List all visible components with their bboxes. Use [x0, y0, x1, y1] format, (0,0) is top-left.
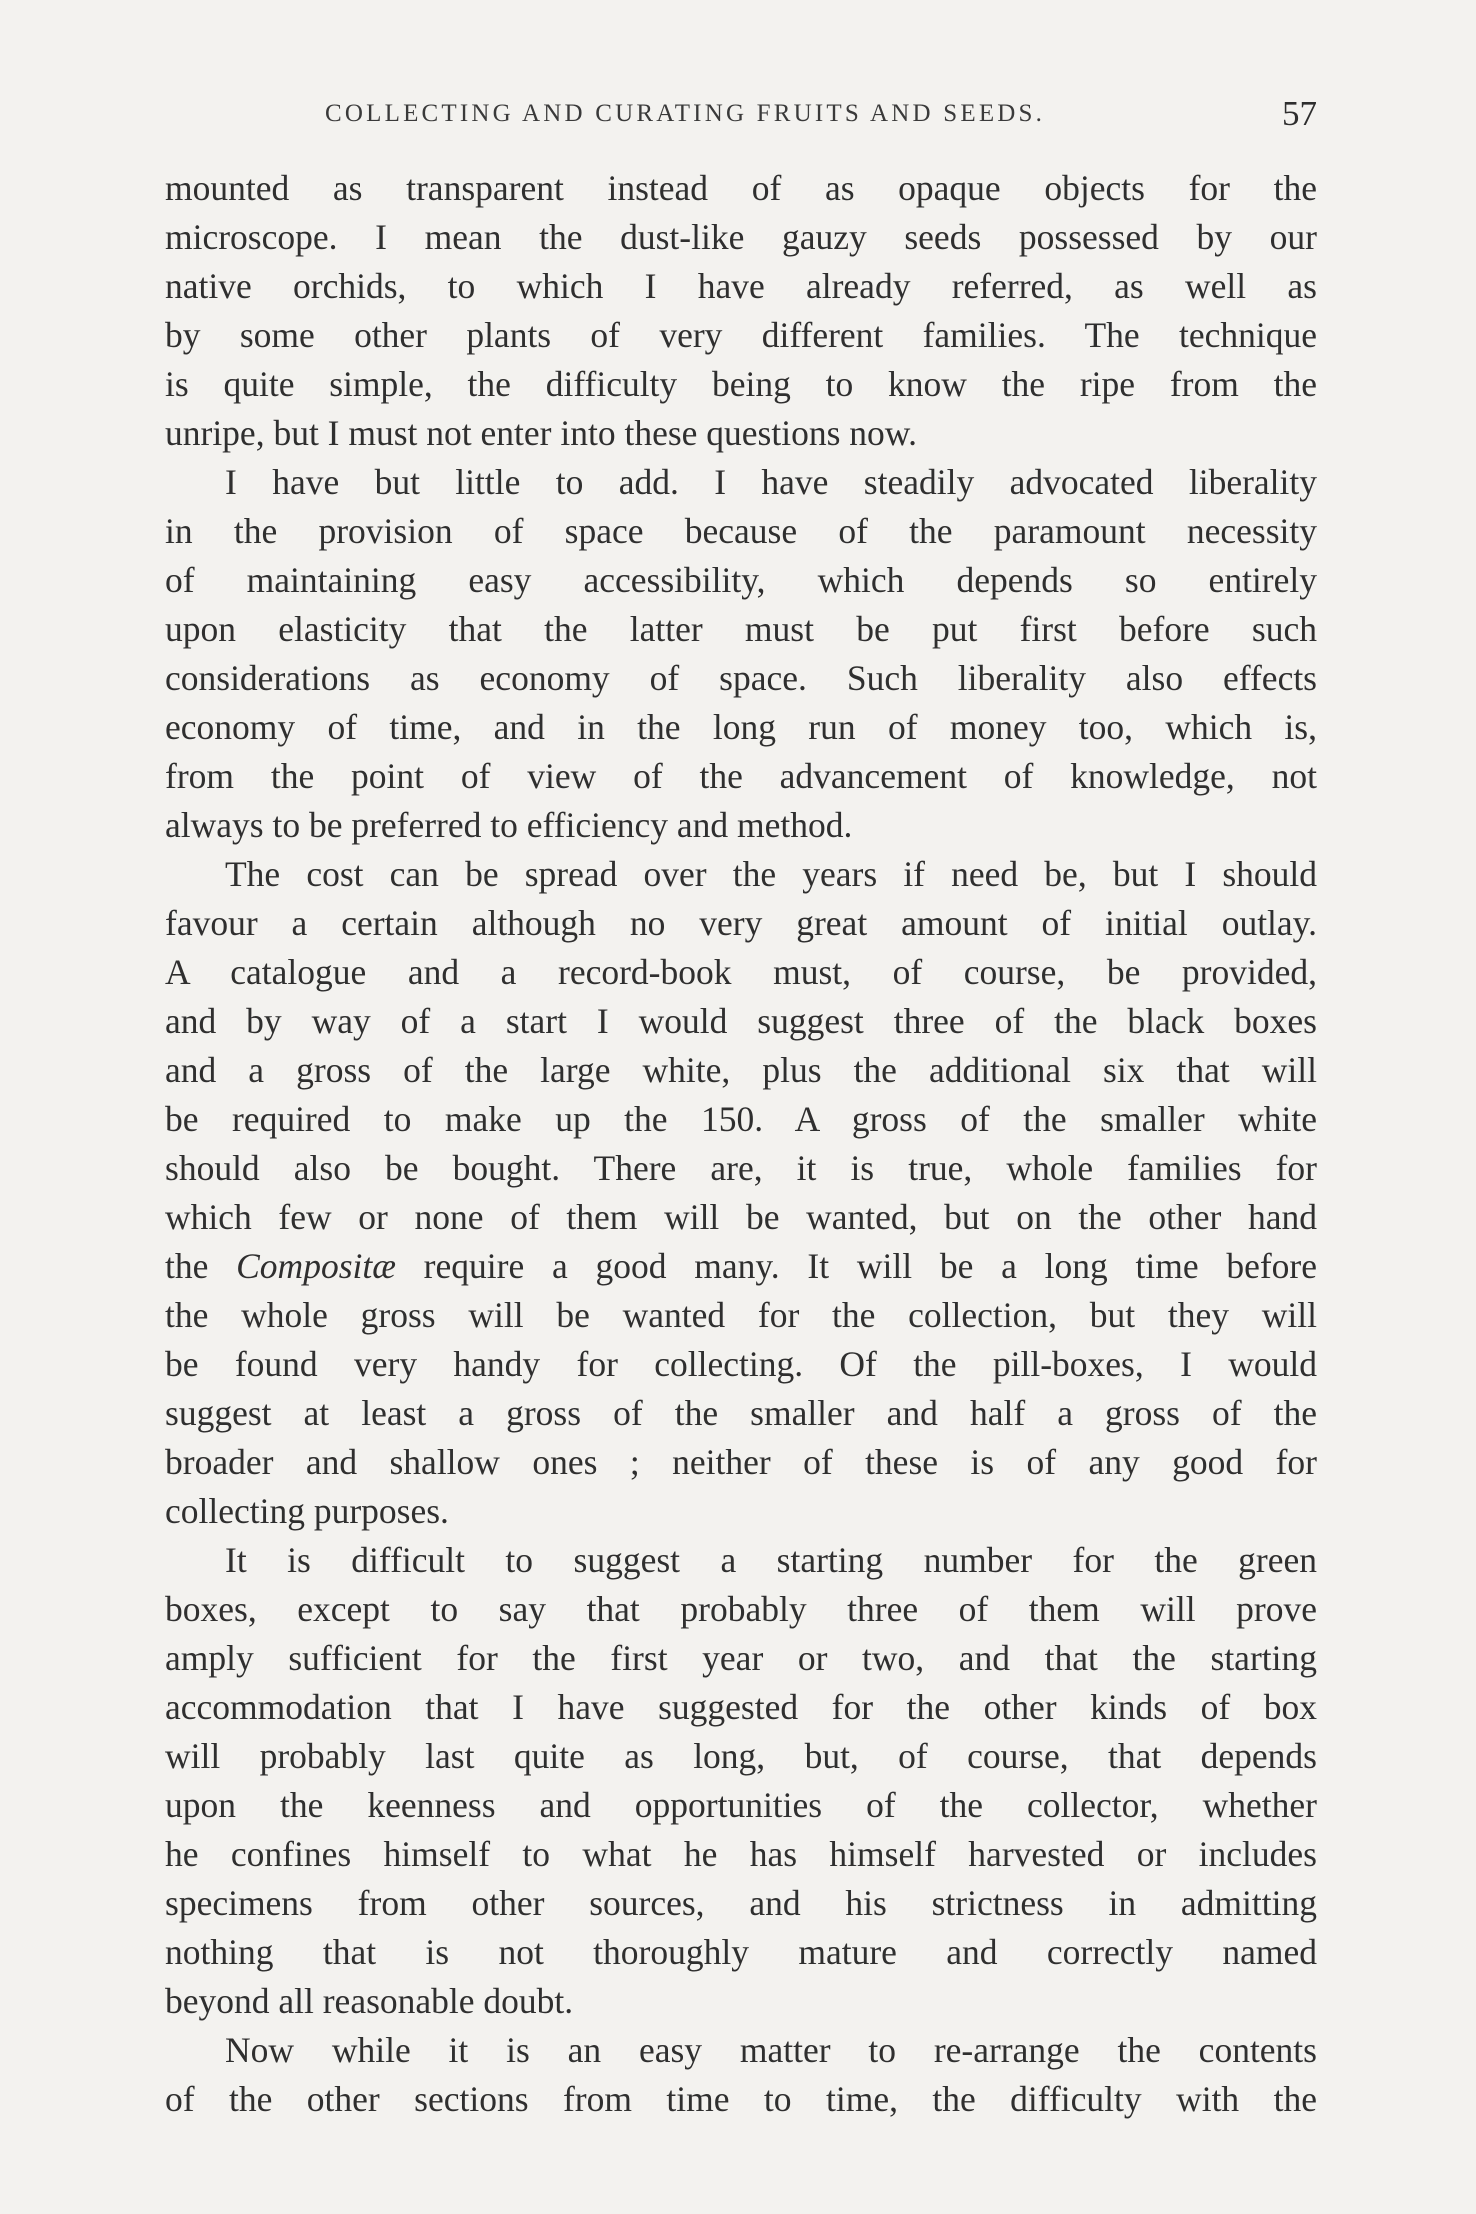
text-line: should also be bought. There are, it is true, whole families for: [165, 1148, 1317, 1188]
text-line: I have but little to add. I have steadily advocated liberality: [225, 462, 1317, 502]
text-line: A catalogue and a record-book must, of course, be provided,: [165, 952, 1317, 992]
text-line: nothing that is not thoroughly mature and correctly named: [165, 1932, 1317, 1972]
text-line: and by way of a start I would suggest three of the black boxes: [165, 1001, 1317, 1041]
text-fragment: require a good many. It will be a long time before: [395, 1246, 1317, 1286]
text-line: of the other sections from time to time, the difficulty with the: [165, 2079, 1317, 2119]
page-number: 57: [1282, 94, 1317, 133]
text-line: Now while it is an easy matter to re-arrange the contents: [225, 2030, 1317, 2070]
text-line: will probably last quite as long, but, of course, that depends: [165, 1736, 1317, 1776]
text-line: native orchids, to which I have already referred, as well as: [165, 266, 1317, 306]
text-line: the whole gross will be wanted for the collection, but they will: [165, 1295, 1317, 1335]
running-head: [165, 96, 1317, 144]
text-line: economy of time, and in the long run of money too, which is,: [165, 707, 1317, 747]
text-line: is quite simple, the difficulty being to know the ripe from the: [165, 364, 1317, 404]
text-line: specimens from other sources, and his strictness in admitting: [165, 1883, 1317, 1923]
text-line: considerations as economy of space. Such liberality also effects: [165, 658, 1317, 698]
text-line: amply sufficient for the first year or two, and that the starting: [165, 1638, 1317, 1678]
text-line: boxes, except to say that probably three of them will prove: [165, 1589, 1317, 1629]
text-line: he confines himself to what he has himself harvested or includes: [165, 1834, 1317, 1874]
text-line: be found very handy for collecting. Of the pill-boxes, I would: [165, 1344, 1317, 1384]
text-line: unripe, but I must not enter into these questions now.: [165, 413, 917, 453]
text-line: microscope. I mean the dust-like gauzy seeds possessed by our: [165, 217, 1317, 257]
text-line: always to be preferred to efficiency and method.: [165, 805, 853, 845]
text-line: of maintaining easy accessibility, which depends so entirely: [165, 560, 1317, 600]
italic-term: Compositæ: [236, 1246, 396, 1286]
text-line: beyond all reasonable doubt.: [165, 1981, 574, 2021]
text-line: be required to make up the 150. A gross of the smaller white: [165, 1099, 1317, 1139]
text-line: in the provision of space because of the paramount necessity: [165, 511, 1317, 551]
text-line: and a gross of the large white, plus the additional six that will: [165, 1050, 1317, 1090]
body-text: [165, 164, 1317, 2124]
running-title: COLLECTING AND CURATING FRUITS AND SEEDS.: [325, 100, 1046, 127]
text-line: favour a certain although no very great amount of initial outlay.: [165, 903, 1317, 943]
text-line: from the point of view of the advancement of knowledge, not: [165, 756, 1317, 796]
text-line: mounted as transparent instead of as opaque objects for the: [165, 168, 1317, 208]
text-line-with-italic: [165, 1242, 1317, 1291]
text-line: collecting purposes.: [165, 1491, 449, 1531]
text-line: upon elasticity that the latter must be put first before such: [165, 609, 1317, 649]
text-fragment: the: [165, 1246, 237, 1286]
text-line: by some other plants of very different families. The technique: [165, 315, 1317, 355]
text-line: It is difficult to suggest a starting number for the green: [225, 1540, 1317, 1580]
text-line: suggest at least a gross of the smaller and half a gross of the: [165, 1393, 1317, 1433]
text-line: The cost can be spread over the years if need be, but I should: [225, 854, 1317, 894]
text-line: upon the keenness and opportunities of the collector, whether: [165, 1785, 1317, 1825]
text-line: which few or none of them will be wanted, but on the other hand: [165, 1197, 1317, 1237]
text-line: accommodation that I have suggested for the other kinds of box: [165, 1687, 1317, 1727]
text-line: broader and shallow ones ; neither of these is of any good for: [165, 1442, 1317, 1482]
